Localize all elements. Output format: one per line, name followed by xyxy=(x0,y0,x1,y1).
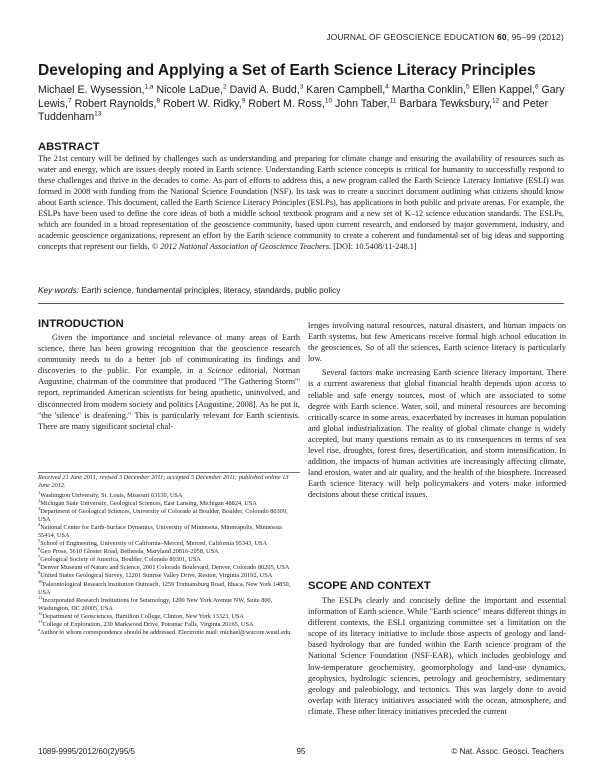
received-dates: Received 21 June 2011; revised 3 December 2011; accepted 5 December 2011; published online 13 June 2012. xyxy=(38,474,289,489)
affiliation-text: Geo Prose, 5610 Gloster Road, Bethesda, Maryland 20816-2058, USA xyxy=(40,548,219,556)
affiliation-marker: 2 xyxy=(38,497,41,503)
abstract-doi: [DOI: 10.5408/11-248.1] xyxy=(333,241,417,251)
introduction-continuation: lenges involving natural resources, natural disasters, and human impacts on Earth systems, but few Americans receive formal high school education in the geosciences. So of all the sciences, Earth science literacy is particularly low. xyxy=(308,321,566,364)
affiliation-text: Department of Geological Sciences, University of Colorado at Boulder, Boulder, Colorado 80309, USA xyxy=(38,508,288,524)
author-name: Ellen Kappel, xyxy=(472,84,535,96)
affiliation-item xyxy=(38,610,300,621)
abstract-copyright: © 2012 National Association of Geoscience Teachers. xyxy=(151,241,332,251)
introduction-body-left xyxy=(38,332,300,432)
author-name: Barbara Tewksbury, xyxy=(399,97,492,110)
affiliation-marker: 6 xyxy=(38,546,41,552)
abstract-text xyxy=(38,154,564,253)
affiliation-item xyxy=(38,489,300,500)
affiliation-marker: 3 xyxy=(38,506,41,511)
affiliation-marker: 5 xyxy=(38,538,41,544)
affiliation-marker: 1 xyxy=(38,489,41,495)
author-affiliation-marker: 13 xyxy=(94,110,102,118)
scope-body xyxy=(308,595,566,717)
author-name: Gary Lewis, xyxy=(38,84,565,110)
footer-page-number: 95 xyxy=(296,747,306,756)
author-name: Michael E. Wysession, xyxy=(38,84,145,96)
affiliation-marker: 12 xyxy=(38,610,43,616)
affiliation-text: United States Geological Survey, 12201 Sunrise Valley Drive, Reston, Virginia 20192, USA xyxy=(40,572,273,580)
author-name: and Peter Tuddenham xyxy=(38,97,549,124)
affiliation-text: Geological Society of America, Boulder, Colorado 80301, USA xyxy=(40,556,201,564)
affiliation-marker: 11 xyxy=(38,594,43,600)
author-affiliation-marker: 11 xyxy=(389,97,397,105)
affiliation-text: National Center for Earth-Surface Dynamics, University of Minnesota, Minneapolis, Minnesota 55414, USA xyxy=(38,524,282,540)
author-affiliation-marker: 7 xyxy=(68,97,72,105)
affiliation-marker: 7 xyxy=(38,554,41,560)
article-title: Developing and Applying a Set of Earth Science Literacy Principles xyxy=(38,62,536,79)
intro-italic: Science xyxy=(207,366,233,376)
affiliation-text: Michigan State University, Geological Sciences, East Lansing, Michigan 48824, USA xyxy=(40,500,257,508)
author-affiliation-marker: 8 xyxy=(156,97,161,105)
section-divider xyxy=(38,303,564,304)
author-affiliation-marker: 12 xyxy=(491,97,500,105)
affiliation-marker: a xyxy=(38,626,40,632)
author-name: John Taber, xyxy=(335,97,390,110)
affiliation-text: College of Exploration, 230 Markwood Drive, Potomac Falls, Virginia 20165, USA xyxy=(42,620,254,628)
affiliation-text: Washington University, St. Louis, Missouri 63130, USA xyxy=(40,492,183,499)
journal-volume: 60 xyxy=(497,32,507,42)
affiliation-text: Paleontological Research Institution Outreach, 1259 Trumansburg Road, Ithaca, New York 14850, USA xyxy=(38,580,291,596)
affiliation-text: Department of Geosciences, Hamilton College, Clinton, New York 13323, USA xyxy=(42,612,244,620)
affiliation-item xyxy=(38,497,300,508)
author-affiliation-marker: 6 xyxy=(534,83,539,91)
author-name: Nicole LaDue, xyxy=(156,84,224,96)
author-name: Karen Campbell, xyxy=(306,84,386,96)
affiliation-item xyxy=(38,524,300,540)
author-affiliation-marker: 3 xyxy=(299,83,304,91)
author-affiliation-marker: 10 xyxy=(324,97,333,105)
footer-copyright: © Nat. Assoc. Geosci. Teachers xyxy=(451,747,564,756)
author-name: Martha Conklin, xyxy=(391,84,466,96)
introduction-paragraph xyxy=(38,332,300,432)
affiliation-marker: 4 xyxy=(38,522,41,528)
author-list xyxy=(38,84,568,125)
affiliation-item xyxy=(38,618,300,629)
author-name: Robert Raynolds, xyxy=(74,97,157,110)
footnote-divider xyxy=(38,472,300,473)
introduction-heading: INTRODUCTION xyxy=(38,318,124,330)
author-name: David A. Budd, xyxy=(229,84,300,96)
author-affiliation-marker: 4 xyxy=(385,83,389,91)
abstract-heading: ABSTRACT xyxy=(38,141,100,153)
intro-text-b: editorial, Norman Augustine, chairman of the committee that produced "'The Gathering Storm'" report, reprimanded American scientists for being apathetic, uninvolved, and disconnected from modern society and politics [Augustine, 2008]. As he put it, "the 'silence' is deafening." This is particularly relevant for Earth scientists. There are many significant societal chal- xyxy=(38,366,300,431)
affiliation-marker: 10 xyxy=(38,578,43,584)
author-affiliation-marker: 1,a xyxy=(144,83,154,91)
introduction-paragraph-2: Several factors make increasing Earth science literacy important. There is a current awareness that global financial health depends upon access to reliable and safe energy sources, most of which are associated to some degree with Earth science. Water, soil, and mineral resources are becoming critically scarce in some areas, exacerbated by increases in human population and global industrialization. The reality of global climate change is widely accepted, but many questions remain as to its consequences in terms of sea level rise, droughts, forest fires, desertification, and storm intensification. In addition, the impacts of human activities are increasingly affecting climate, land erosion, water and air quality, and the health of the biosphere. Increased Earth science literacy will help policymakers and voters make informed decisions about these critical issues. xyxy=(308,368,566,500)
keywords-text: Earth science, fundamental principles, literacy, standards, public policy xyxy=(81,285,341,295)
author-name: Robert W. Ridky, xyxy=(163,97,242,110)
journal-header xyxy=(326,32,564,42)
intro-text-a: Given the importance and societal relevance of many areas of Earth science, there has been growing recognition that the geoscience research community needs to do a better job of communicating its findings and discoveries to the public. For example, in a xyxy=(38,333,300,376)
journal-pages: , 95–99 (2012) xyxy=(506,32,564,42)
affiliation-item xyxy=(38,508,300,524)
author-affiliation-marker: 5 xyxy=(465,83,470,91)
affiliation-text: Author to whom correspondence should be addressed. Electronic mail: michael@wucore.wustl.edu. xyxy=(40,628,292,636)
author-affiliation-marker: 9 xyxy=(241,97,246,105)
abstract-body: The 21st century will be defined by challenges such as understanding and preparing for climate change and ensuring the availability of resources such as water and energy, which are issues deeply rooted in Earth science. Understanding Earth science concepts is critical for humanity to successfully respond to these challenges and thrive in the decades to come. As part of efforts to address this, a new program called the Earth Science Literacy Initiative (ESLI) was formed in 2008 with funding from the National Science Foundation (NSF). Its task was to create a succinct document outlining what citizens should know about Earth science. This document, called the Earth Science Literacy Principles (ESLPs), has applications in both public and private arenas. For example, the ESLPs have been used to define the core ideas of both a middle school textbook program and a new set of K–12 science education standards. The ESLPs, which are founded in a broad representation of the geoscience community, based upon current research, and endorsed by major government, industry, and academic geoscience organizations, represent an effort by the Earth science community to create a coherent and fundamental set of big ideas and supporting concepts that represent our fields. xyxy=(38,154,564,251)
keywords-label: Key words: xyxy=(38,285,80,295)
affiliation-text: Denver Museum of Nature and Science, 2001 Colorado Boulevard, Denver, Colorado 80205, USA xyxy=(40,564,290,572)
affiliation-item xyxy=(38,594,300,613)
affiliation-marker: 9 xyxy=(38,570,41,576)
affiliation-text: School of Engineering, University of California–Merced, Merced, California 95343, USA xyxy=(40,540,268,548)
affiliation-text: Incorporated Research Institutions for Seismology, 1200 New York Avenue NW, Suite 800, Washington, DC 20005, USA xyxy=(38,596,273,612)
introduction-body-right xyxy=(308,320,566,501)
affiliation-item xyxy=(38,572,300,580)
affiliation-list xyxy=(38,489,300,637)
affiliation-marker: 13 xyxy=(38,618,43,624)
affiliation-marker: 8 xyxy=(38,562,41,568)
journal-name: JOURNAL OF GEOSCIENCE EDUCATION xyxy=(326,32,495,42)
author-name: Robert M. Ross, xyxy=(248,97,325,110)
scope-heading: SCOPE AND CONTEXT xyxy=(308,580,431,592)
affiliation-item xyxy=(38,578,300,597)
author-affiliation-marker: 2 xyxy=(223,83,227,91)
footer-issn: 1089-9995/2012/60(2)/95/5 xyxy=(38,747,135,756)
affiliation-item xyxy=(38,626,300,637)
keywords xyxy=(38,285,564,295)
scope-paragraph: The ESLPs clearly and concisely define the important and essential information of Earth science. While "Earth science" means different things in different contexts, the ESLI organizing committee set a limitation on the scope of its literacy initiative to include those aspects of geology and land-based hydrology that are funded within the Earth science program of the National Science Foundation (NSF-EAR), which includes geobiology and low-temperature geochemistry, geomorphology and land-use dynamics, geophysics, hydrologic sciences, petrology and geochemistry, sedimentary geology and paleobiology, and tectonics. This was largely done to avoid overlap with literacy initiatives associated with the ocean, atmosphere, and climate. These other literacy initiatives preceded the current xyxy=(308,596,566,716)
